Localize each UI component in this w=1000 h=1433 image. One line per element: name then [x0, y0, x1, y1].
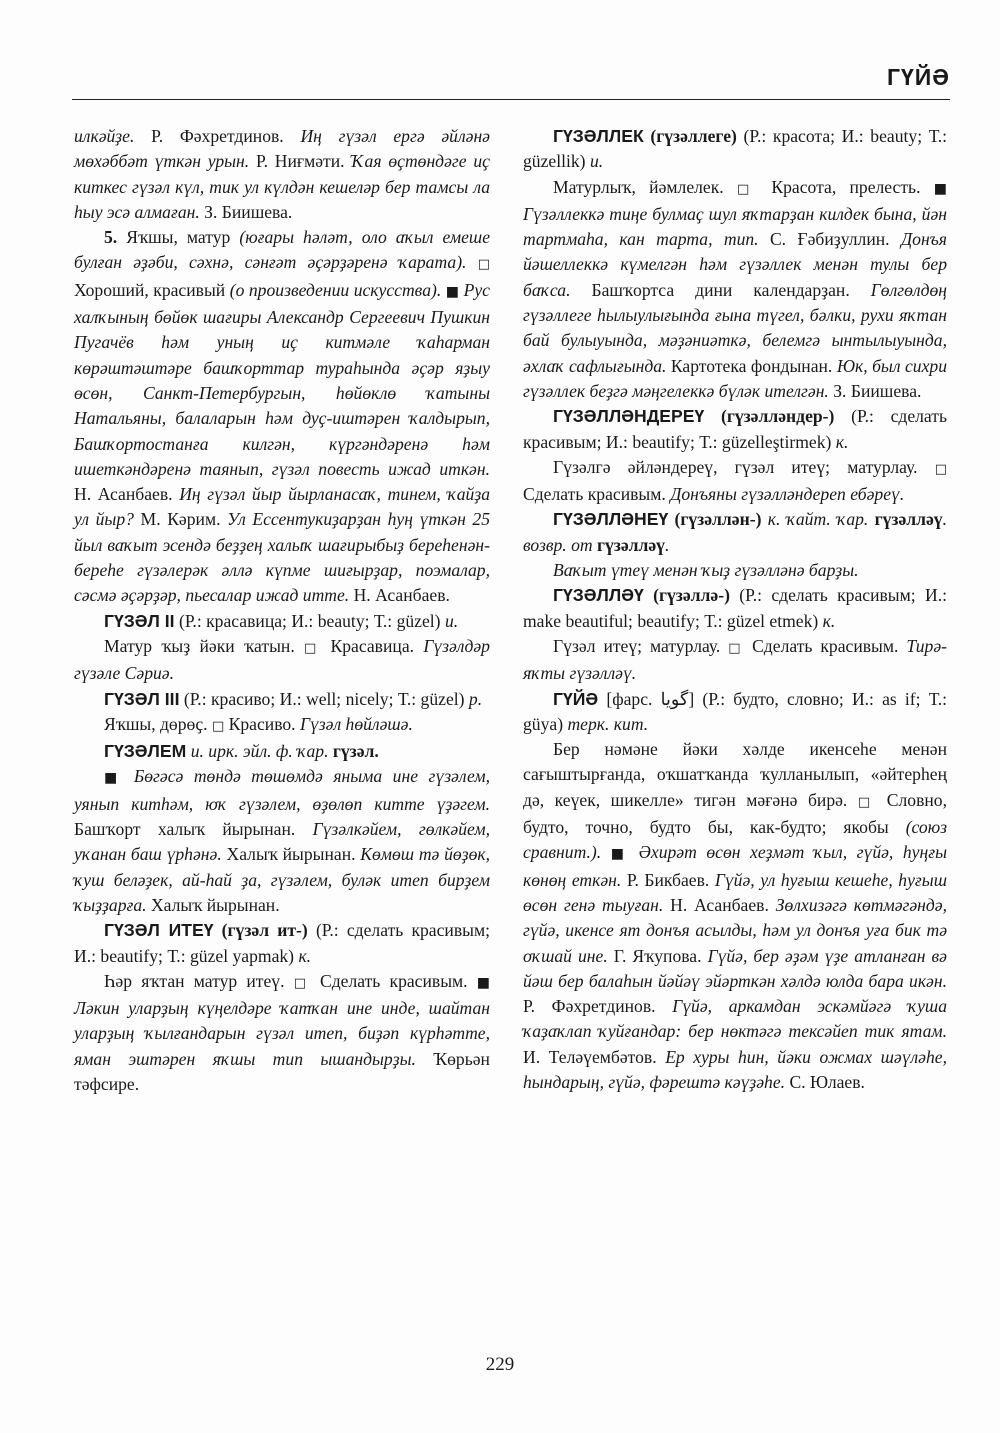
example-square-icon: ■	[104, 770, 124, 787]
translation-box-icon: □	[934, 461, 947, 477]
entry-gozal-2: ГҮЗӘЛ II (Р.: красавица; И.: beauty; Т.: güzel) и.	[104, 610, 459, 631]
entry-gozallek: ГҮЗӘЛЛЕК (гүзәллеге) (Р.: красота; И.: beauty; Т.: güzellik) и.	[523, 126, 947, 172]
example-square-icon: ■	[445, 283, 460, 300]
entry-gozallaneu: ГҮЗӘЛЛӘНЕҮ (гүзәллән-) к. ҡайт. ҡар. гүзәлләү. возвр. от гүзәлләү.	[523, 509, 948, 555]
entry-gozal-2-def: Матур ҡыҙ йәки ҡатын. □ Красавица. Гүзәлдәр гүзәле Сәриә.	[74, 635, 490, 684]
entry-goya-def: Бер нәмәне йәки хәлде икенсеһе менән сағыштырғанда, оҡшатҡанда ҡулланылып, «әйтерһең дә, кеүек, шикелле» тигән мәғәнә бирә. □ Словно, будто, точно, будто бы, как-будто; якобы (союз сравнит.). ■ Әхирәт өсөн хеҙмәт ҡыл, гүйә, һуңғы көнөң еткән. Р. Бикбаев. Гүйә, ул һуғыш кешеһе, һуғыш өсөн генә тыуған. Н. Асанбаев. Зөлхизәгә көтмәгәндә, гүйә, икенсе ят донъя асылды, һәм ул донъя уға бик тә оҡшай ине. Г. Яҡупова. Гүйә, бер әҙәм үҙе атланған вә йәш бер балаһын йәйәү эйәрткән хәлдә юлда бара икән. Р. Фәхретдинов. Гүйә, аркамдан эскәмйәгә ҡуша ҡаҙаҡлап ҡуйғандар: бер нөктәгә тексәйеп тик ятам. И. Теләүембәтов. Ер хуры һин, йәки ожмах шәүләһе, һындарың, гүйә, фәрештә кәүҙәһе. С. Юлаев.	[523, 739, 948, 1092]
translation-box-icon: □	[304, 640, 322, 656]
translation-box-icon: □	[728, 640, 745, 656]
example-square-icon: ■	[476, 974, 490, 991]
entry-goya: ГҮЙӘ [фарс. گويا] (Р.: будто, словно; И.: as if; Т.: güya) терк. кит.	[523, 688, 947, 734]
translation-box-icon: □	[736, 181, 759, 197]
right-column	[523, 124, 947, 1095]
entry-gozallau: ГҮЗӘЛЛӘҮ (гүзәллә-) (Р.: сделать красивым; И.: make beautiful; beautify; Т.: güzel etmek) к.	[523, 585, 947, 631]
sense-5: 5. Яҡшы, матур (юғары һәләт, оло аҡыл емеше булған әҙәби, сәхнә, сәнғәт әҫәрҙәренә ҡарата). □ Хороший, красивый (о произведении искусства). ■ Рус халҡының бөйөк шағиры Александр Сергеевич Пушкин Пугачёв һәм уның иҫ китмәле ҡаһарман көрәштәштәре башҡорттар тураһында әҫәр яҙыу өсөн, Санкт-Петербургын, һөйөклө ҡатыны Натальяны, балаларын һәм дуҫ-иштәрен ҡалдырып, Башҡортостанға килгән, күргәндәренә һәм ишеткәндәренә таянып, гүзәл повесть ижад иткән. Н. Асанбаев. Иң гүзәл йыр йырланасаҡ, тинем, ҡайҙа ул йыр? М. Кәрим. Ул Ессентукиҙарҙан һуң үткән 25 йыл ваҡыт эсендә беҙҙең халыҡ шағирыбыҙ береһенән-береһе гүзәлерәк әллә күпме шиғырҙар, поэмалар, сәсмә әҫәрҙәр, пьесалар ижад итте. Н. Асанбаев.	[74, 227, 491, 606]
entry-gozal-iteu: ГҮЗӘЛ ИТЕҮ (гүзәл ит-) (Р.: сделать красивым; И.: beautify; Т.: güzel yapmak) к.	[74, 920, 490, 966]
arabic-etymon: گويا	[660, 688, 689, 709]
entry-gozal-iteu-def: Һәр яҡтан матур итеү. □ Сделать красивым. ■ Ләкин уларҙың күңелдәре ҡатҡан ине инде, шайтан уларҙың ҡылғандарын гүзәл итеп, биҙәп күрһәтте, яман эштәрен яҡшы тип ышандырҙы. Ҡөрьән тәфсире.	[74, 970, 490, 1094]
entry-gozalem-examples: ■ Бөгәсә төндә төшөмдә яныма ине гүзәлем, уянып китһәм, юҡ гүзәлем, өҙөлөп китте үҙәгем. Башҡорт халыҡ йырынан. Гүзәлкәйем, гөлкәйем, уҡанан баш үрһәнә. Халыҡ йырынан. Көмөш тә йөҙөк, ҡуш беләҙек, ай-һай ҙа, гүзәлем, буләк итеп бирҙем ҡыҙҙарға. Халыҡ йырынан.	[74, 766, 490, 915]
entry-gozallanderey: ГҮЗӘЛЛӘНДЕРЕҮ (гүзәлләндер-) (Р.: сделать красивым; И.: beautify; Т.: güzelleştirmek) к.	[523, 406, 947, 452]
entry-continuation: илкәйҙе. Р. Фәхретдинов. Иң гүзәл ергә әйләнә мөхәббәт үткән урын. Р. Ниғмәти. Ҡая өҫтөндәге иҫ киткес гүзәл күл, тик ул күлдән кешеләр бер тамсы ла һыу эсә алмаған. З. Биишева.	[74, 126, 490, 222]
entry-gozallanderey-def: Гүзәлгә әйләндереү, гүзәл итеү; матурлау. □ Сделать красивым. Донъяны гүзәлләндереп ебәреү.	[523, 456, 947, 505]
entry-gozalem: ГҮЗӘЛЕМ и. ирк. эйл. ф. ҡар. гүзәл.	[104, 741, 379, 762]
header-rule	[72, 99, 950, 100]
translation-box-icon: □	[857, 794, 877, 810]
entry-gozal-3: ГҮЗӘЛ III (Р.: красиво; И.: well; nicely; Т.: güzel) р.	[104, 688, 483, 709]
entry-gozallaneu-def: Ваҡыт үтеү менән ҡыҙ гүзәлләнә барҙы.	[553, 560, 859, 581]
translation-box-icon: □	[477, 257, 490, 273]
translation-box-icon: □	[211, 718, 225, 734]
example-square-icon: ■	[610, 846, 630, 863]
page-number: 229	[485, 1354, 515, 1375]
running-head: ГҮЙӘ	[886, 64, 950, 90]
example-square-icon: ■	[933, 180, 947, 197]
entry-gozal-3-def: Яҡшы, дөрөҫ. □ Красиво. Гүзәл һөйләшә.	[104, 713, 413, 734]
entry-gozallau-def: Гүзәл итеү; матурлау. □ Сделать красивым. Тирә-яҡты гүзәлләү.	[523, 635, 947, 684]
left-column	[74, 124, 490, 1097]
translation-box-icon: □	[293, 975, 311, 991]
entry-gozallek-def: Матурлыҡ, йәмлелек. □ Красота, прелесть. ■ Гүзәллеккә тиңе булмаҫ шул яҡтарҙан килдек бына, йән тартмаһа, кан тарта, тип. С. Ғәбиҙуллин. Донъя йәшеллеккә күмелгән һәм гүзәллек менән тулы бер баҡса. Башҡортса дини календарҙан. Гөлгөлдөң гүзәллеге һылыулығында ғына түгел, бәлки, рухи яҡтан бай булыуында, мәҙәниәткә, белемгә ынтылыуында, әхлаҡ сафлығында. Картотека фондынан. Юк, был сихри гүзәллек беҙгә мәңгелеккә бүләк ителгән. З. Биишева.	[523, 176, 948, 401]
